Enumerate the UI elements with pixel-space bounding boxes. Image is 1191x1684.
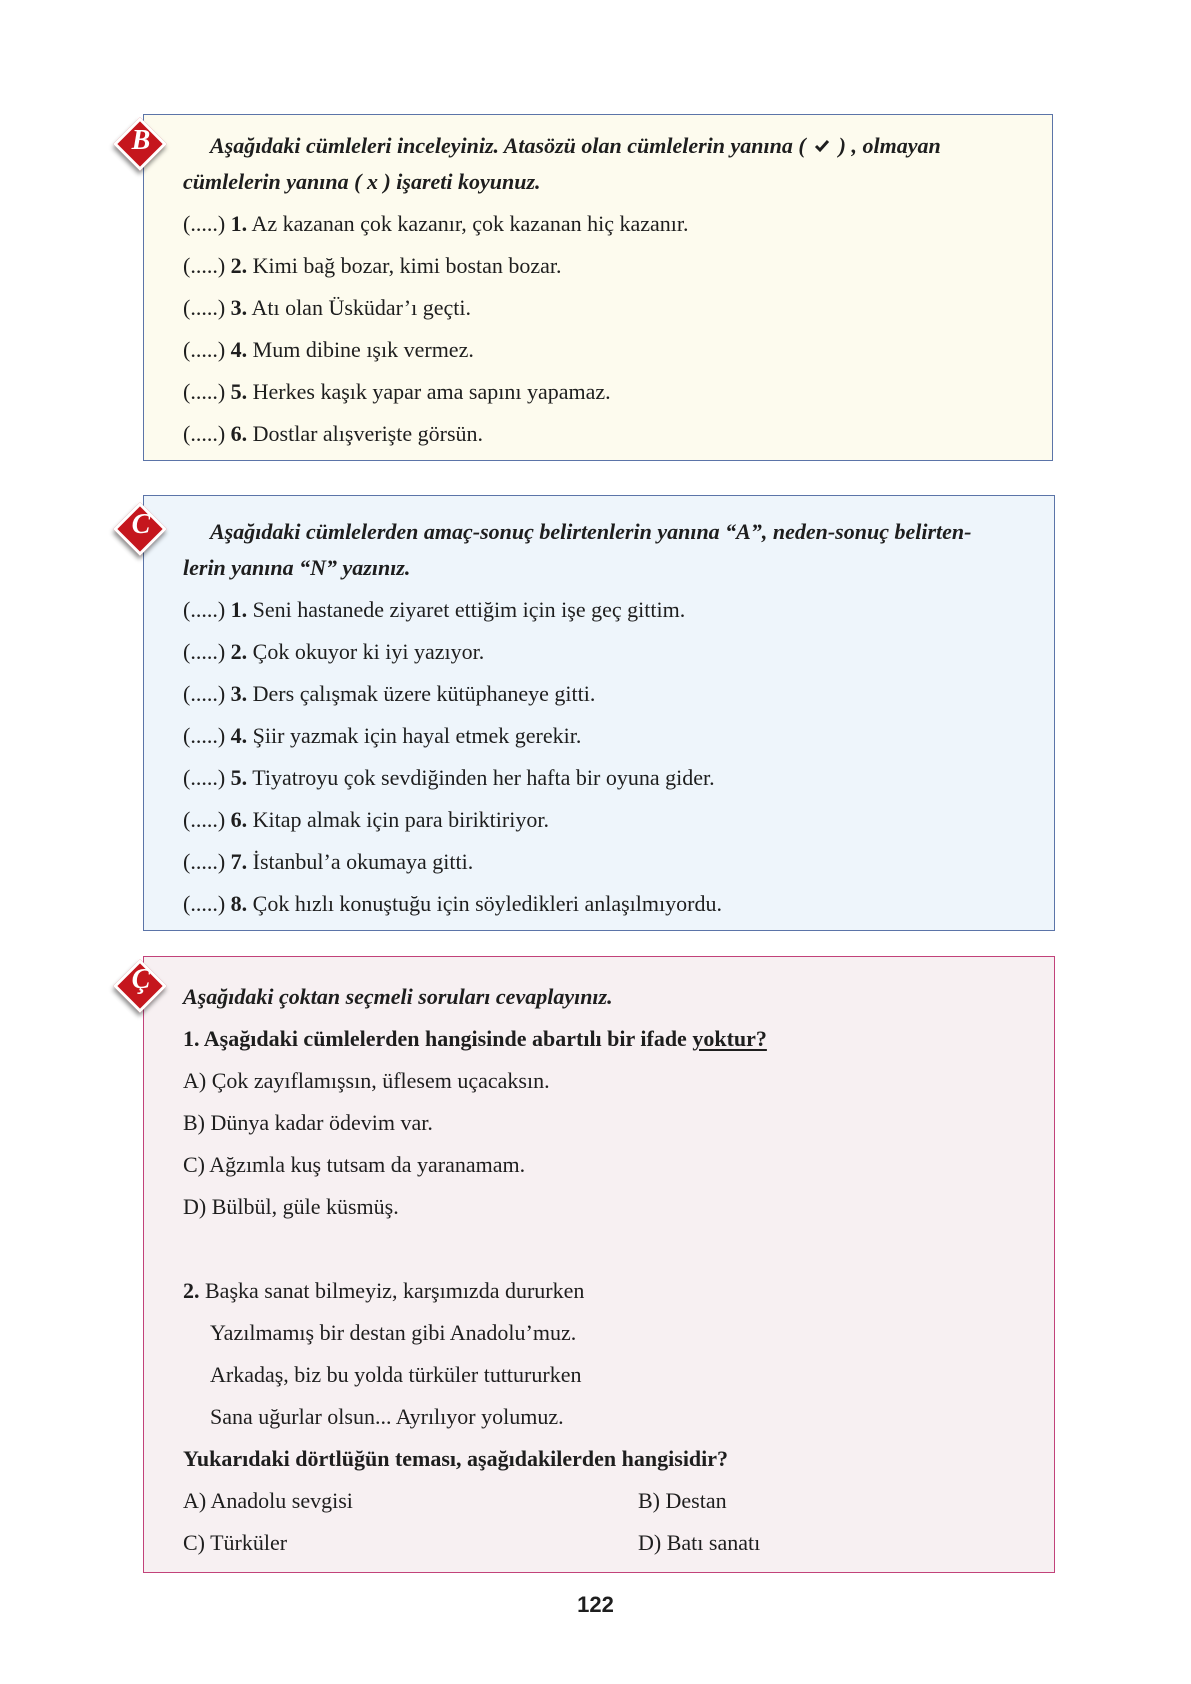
section-c-badge-letter: C bbox=[131, 509, 151, 540]
item-text: Ders çalışmak üzere kütüphaneye gitti. bbox=[252, 681, 596, 706]
instruction-part2: ) , olmayan bbox=[838, 133, 941, 158]
item-text: Dostlar alışverişte görsün. bbox=[252, 421, 484, 446]
list-item bbox=[183, 765, 715, 791]
answer-blank[interactable]: (.....) bbox=[183, 379, 226, 404]
answer-blank[interactable]: (.....) bbox=[183, 337, 226, 362]
list-item bbox=[183, 379, 611, 405]
item-number: 4. bbox=[230, 723, 248, 748]
poem-line: Sana uğurlar olsun... Ayrılıyor yolumuz. bbox=[210, 1404, 564, 1429]
item-text: Şiir yazmak için hayal etmek gerekir. bbox=[252, 723, 582, 748]
item-text: Çok hızlı konuştuğu için söyledikleri anlaşılmıyordu. bbox=[252, 891, 722, 916]
option-item[interactable]: A) Anadolu sevgisi bbox=[183, 1488, 353, 1513]
question-1-text: 1. Aşağıdaki cümlelerden hangisinde abartılı bir ifade bbox=[183, 1026, 687, 1051]
answer-blank[interactable]: (.....) bbox=[183, 295, 226, 320]
list-item bbox=[183, 807, 549, 833]
question-2-text: Yukarıdaki dörtlüğün teması, aşağıdakilerden hangisidir? bbox=[183, 1446, 729, 1471]
item-text: Atı olan Üsküdar’ı geçti. bbox=[251, 295, 471, 320]
item-text: Kitap almak için para biriktiriyor. bbox=[252, 807, 549, 832]
item-text: Kimi bağ bozar, kimi bostan bozar. bbox=[252, 253, 562, 278]
answer-blank[interactable]: (.....) bbox=[183, 891, 226, 916]
section-b-badge-letter: B bbox=[131, 125, 151, 156]
poem-line: Arkadaş, biz bu yolda türküler tuttururken bbox=[210, 1362, 582, 1387]
list-item bbox=[183, 253, 562, 279]
list-item bbox=[183, 891, 722, 917]
answer-blank[interactable]: (.....) bbox=[183, 211, 226, 236]
item-number: 6. bbox=[230, 807, 248, 832]
item-number: 8. bbox=[230, 891, 248, 916]
item-text: Çok okuyor ki iyi yazıyor. bbox=[252, 639, 485, 664]
answer-blank[interactable]: (.....) bbox=[183, 253, 226, 278]
section-cc-instruction: Aşağıdaki çoktan seçmeli soruları cevaplayınız. bbox=[183, 984, 613, 1009]
item-text: Mum dibine ışık vermez. bbox=[252, 337, 474, 362]
option-item[interactable]: B) Dünya kadar ödevim var. bbox=[183, 1110, 433, 1135]
poem-text: Başka sanat bilmeyiz, karşımızda dururken bbox=[205, 1278, 585, 1303]
item-number: 1. bbox=[230, 597, 248, 622]
answer-blank[interactable]: (.....) bbox=[183, 849, 226, 874]
item-number: 5. bbox=[230, 765, 248, 790]
option-item[interactable]: D) Bülbül, güle küsmüş. bbox=[183, 1194, 399, 1219]
item-number: 1. bbox=[230, 211, 248, 236]
section-b-instruction-line2: cümlelerin yanına ( x ) işareti koyunuz. bbox=[183, 169, 541, 194]
list-item bbox=[183, 421, 483, 447]
answer-blank[interactable]: (.....) bbox=[183, 597, 226, 622]
section-b-box bbox=[143, 114, 1053, 461]
answer-blank[interactable]: (.....) bbox=[183, 723, 226, 748]
section-b-instruction bbox=[210, 133, 941, 159]
list-item bbox=[183, 681, 595, 707]
question-1-stem bbox=[183, 1026, 767, 1052]
list-item bbox=[183, 295, 471, 321]
list-item bbox=[183, 639, 484, 665]
item-number: 4. bbox=[230, 337, 248, 362]
poem-line: Yazılmamış bir destan gibi Anadolu’muz. bbox=[210, 1320, 577, 1345]
list-item bbox=[183, 337, 474, 363]
item-text: Tiyatroyu çok sevdiğinden her hafta bir oyuna gider. bbox=[252, 765, 715, 790]
option-item[interactable]: A) Çok zayıflamışsın, üflesem uçacaksın. bbox=[183, 1068, 550, 1093]
item-text: Az kazanan çok kazanır, çok kazanan hiç kazanır. bbox=[251, 211, 689, 236]
poem-line bbox=[183, 1278, 584, 1304]
answer-blank[interactable]: (.....) bbox=[183, 681, 226, 706]
answer-blank[interactable]: (.....) bbox=[183, 421, 226, 446]
item-number: 5. bbox=[230, 379, 248, 404]
list-item bbox=[183, 723, 581, 749]
item-text: İstanbul’a okumaya gitti. bbox=[252, 849, 474, 874]
answer-blank[interactable]: (.....) bbox=[183, 807, 226, 832]
item-number: 6. bbox=[230, 421, 248, 446]
option-item[interactable]: B) Destan bbox=[638, 1488, 727, 1513]
question-2-number: 2. bbox=[183, 1278, 200, 1303]
page-number: 122 bbox=[577, 1592, 614, 1617]
list-item bbox=[183, 597, 685, 623]
section-c-instruction: Aşağıdaki cümlelerden amaç-sonuç belirtenlerin yanına “A”, neden-sonuç belirten- bbox=[210, 519, 972, 544]
item-number: 3. bbox=[230, 295, 248, 320]
option-item[interactable]: C) Ağzımla kuş tutsam da yaranamam. bbox=[183, 1152, 526, 1177]
item-number: 7. bbox=[230, 849, 248, 874]
item-text: Seni hastanede ziyaret ettiğim için işe geç gittim. bbox=[252, 597, 686, 622]
answer-blank[interactable]: (.....) bbox=[183, 639, 226, 664]
check-icon bbox=[811, 133, 833, 159]
option-item[interactable]: C) Türküler bbox=[183, 1530, 288, 1555]
item-number: 3. bbox=[230, 681, 248, 706]
list-item bbox=[183, 849, 473, 875]
option-item[interactable]: D) Batı sanatı bbox=[638, 1530, 761, 1555]
instruction-part1: Aşağıdaki cümleleri inceleyiniz. Atasözü olan cümlelerin yanına ( bbox=[210, 133, 806, 158]
item-number: 2. bbox=[230, 639, 248, 664]
answer-blank[interactable]: (.....) bbox=[183, 765, 226, 790]
section-c-instruction-line2: lerin yanına “N” yazınız. bbox=[183, 555, 411, 580]
section-cc-badge-letter: Ç bbox=[131, 964, 151, 995]
item-text: Herkes kaşık yapar ama sapını yapamaz. bbox=[252, 379, 611, 404]
item-number: 2. bbox=[230, 253, 248, 278]
question-1-underlined: yoktur? bbox=[692, 1026, 767, 1051]
list-item bbox=[183, 211, 689, 237]
